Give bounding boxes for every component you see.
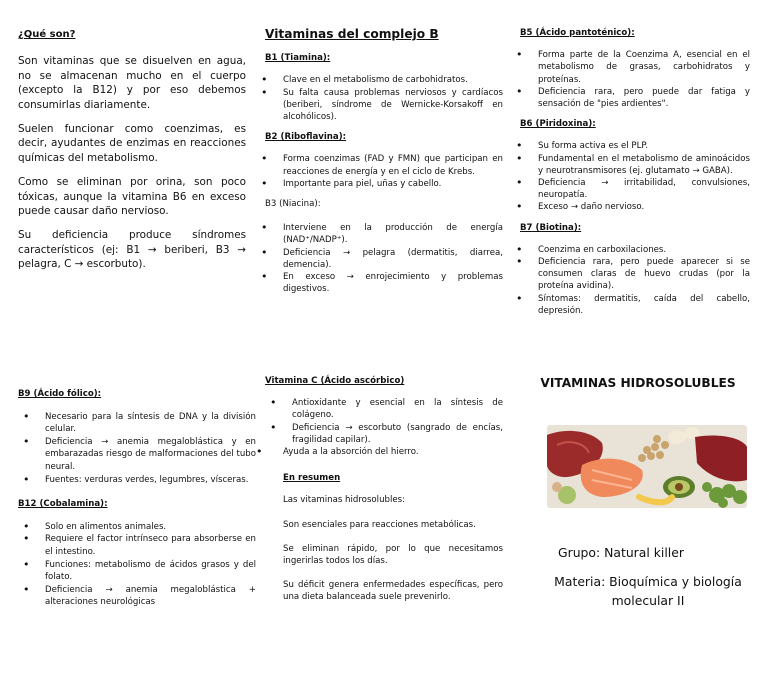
list-item: • Deficiencia → escorbuto (sangrado de encías, fragilidad capilar).: [292, 422, 503, 446]
list-item: • En exceso → enrojecimiento y problemas digestivos.: [283, 271, 503, 295]
b3-title: B3 (Niacina):: [265, 199, 321, 210]
b9-b12-section: [18, 388, 256, 621]
b9-list: [45, 411, 256, 487]
vitamin-c-list: [292, 397, 503, 446]
paragraph: Como se eliminan por orina, son poco tóxicas, aunque la vitamina B6 en exceso puede causar daño nervioso.: [18, 176, 246, 218]
summary-paragraph: Su déficit genera enfermedades específicas, pero una dieta balanceada suele prevenirlo.: [283, 580, 503, 603]
list-item: • Fundamental en el metabolismo de aminoácidos y neurotransmisores (ej. glutamato → GABA).: [538, 153, 750, 177]
b5-title: B5 (Ácido pantoténico):: [520, 28, 635, 38]
cover-title: VITAMINAS HIDROSOLUBLES: [540, 376, 736, 390]
list-item: • Su falta causa problemas nerviosos y cardíacos (beriberi, síndrome de Wernicke-Korsakoff en alcohólicos).: [283, 87, 503, 124]
list-item: • Antioxidante y esencial en la síntesis de colágeno.: [292, 397, 503, 421]
list-item: • Deficiencia → anemia megaloblástica + alteraciones neurológicas: [45, 584, 256, 609]
list-item: • Ayuda a la absorción del hierro.: [283, 446, 503, 458]
b1-title: B1 (Tiamina):: [265, 53, 331, 64]
summary-paragraph: Las vitaminas hidrosolubles:: [283, 495, 406, 506]
list-item: • Coenzima en carboxilaciones.: [538, 244, 750, 256]
b12-list: [45, 521, 256, 609]
b7-list: [538, 244, 750, 317]
list-item: • Clave en el metabolismo de carbohidratos.: [283, 74, 503, 86]
list-item: • Importante para piel, uñas y cabello.: [283, 178, 503, 190]
b12-title: B12 (Cobalamina):: [18, 499, 108, 510]
list-item: • Exceso → daño nervioso.: [538, 201, 750, 213]
b2-title: B2 (Riboflavina):: [265, 132, 347, 143]
vitamin-c-section: [265, 375, 503, 616]
b3-list: [283, 222, 503, 295]
b5-list: [538, 49, 750, 110]
what-are-section: [18, 28, 246, 282]
list-item: • Deficiencia → anemia megaloblástica y en embarazadas riesgo de malformaciones del tubo neural.: [45, 436, 256, 474]
list-item: • Deficiencia rara, pero puede aparecer si se consumen claras de huevo crudas (por la proteína avidina).: [538, 256, 750, 293]
b-complex-section: [265, 28, 503, 303]
list-item: • Funciones: metabolismo de ácidos grasos y del folato.: [45, 559, 256, 584]
paragraph: Son vitaminas que se disuelven en agua, no se almacenan mucho en el cuerpo (excepto la B12) y por eso debemos consumirlas diariamente.: [18, 55, 246, 111]
list-item: • Solo en alimentos animales.: [45, 521, 256, 534]
list-item: • Fuentes: verduras verdes, legumbres, vísceras.: [45, 474, 256, 487]
list-item: • Forma coenzimas (FAD y FMN) que participan en reacciones de energía y en el ciclo de Krebs.: [283, 153, 503, 177]
summary-paragraph: Se eliminan rápido, por lo que necesitamos ingerirlas todos los días.: [283, 543, 503, 567]
b7-title: B7 (Biotina):: [520, 222, 582, 233]
list-item: • Necesario para la síntesis de DNA y la división celular.: [45, 411, 256, 436]
b6-title: B6 (Piridoxina):: [520, 119, 596, 130]
vitamin-c-list-extra: [283, 446, 503, 458]
group-label: Grupo: Natural killer: [558, 545, 684, 560]
list-item: • Deficiencia → irritabilidad, convulsiones, neuropatía.: [538, 177, 750, 201]
b5-b7-section: [520, 27, 750, 325]
b2-list: [283, 153, 503, 190]
vitamin-c-title: Vitamina C (Ácido ascórbico): [265, 376, 405, 386]
b1-list: [283, 74, 503, 123]
paragraph: Suelen funcionar como coenzimas, es decir, ayudantes de enzimas en reacciones químicas del metabolismo.: [18, 123, 246, 164]
summary-title: En resumen: [283, 473, 341, 484]
list-item: • Su forma activa es el PLP.: [538, 140, 750, 152]
list-item: • Deficiencia rara, pero puede dar fatiga y sensación de "pies ardientes".: [538, 86, 750, 110]
b9-title: B9 (Ácido fólico):: [18, 389, 102, 399]
list-item: • Interviene en la producción de energía (NAD⁺/NADP⁺).: [283, 222, 503, 246]
what-are-heading: ¿Qué son?: [18, 29, 76, 40]
b6-list: [538, 140, 750, 213]
paragraph: Su deficiencia produce síndromes característicos (ej: B1 → beriberi, B3 → pelagra, C → escorbuto).: [18, 229, 246, 271]
food-photo: [547, 425, 747, 508]
list-item: • Síntomas: dermatitis, caída del cabello, depresión.: [538, 293, 750, 317]
list-item: • Deficiencia → pelagra (dermatitis, diarrea, demencia).: [283, 247, 503, 271]
list-item: • Forma parte de la Coenzima A, esencial en el metabolismo de grasas, carbohidratos y proteínas.: [538, 49, 750, 86]
summary-paragraph: Son esenciales para reacciones metabólicas.: [283, 519, 476, 530]
list-item: • Requiere el factor intrínseco para absorberse en el intestino.: [45, 533, 256, 558]
subject-label: Materia: Bioquímica y biología molecular II: [554, 574, 742, 608]
b-complex-title: Vitaminas del complejo B: [265, 27, 439, 41]
